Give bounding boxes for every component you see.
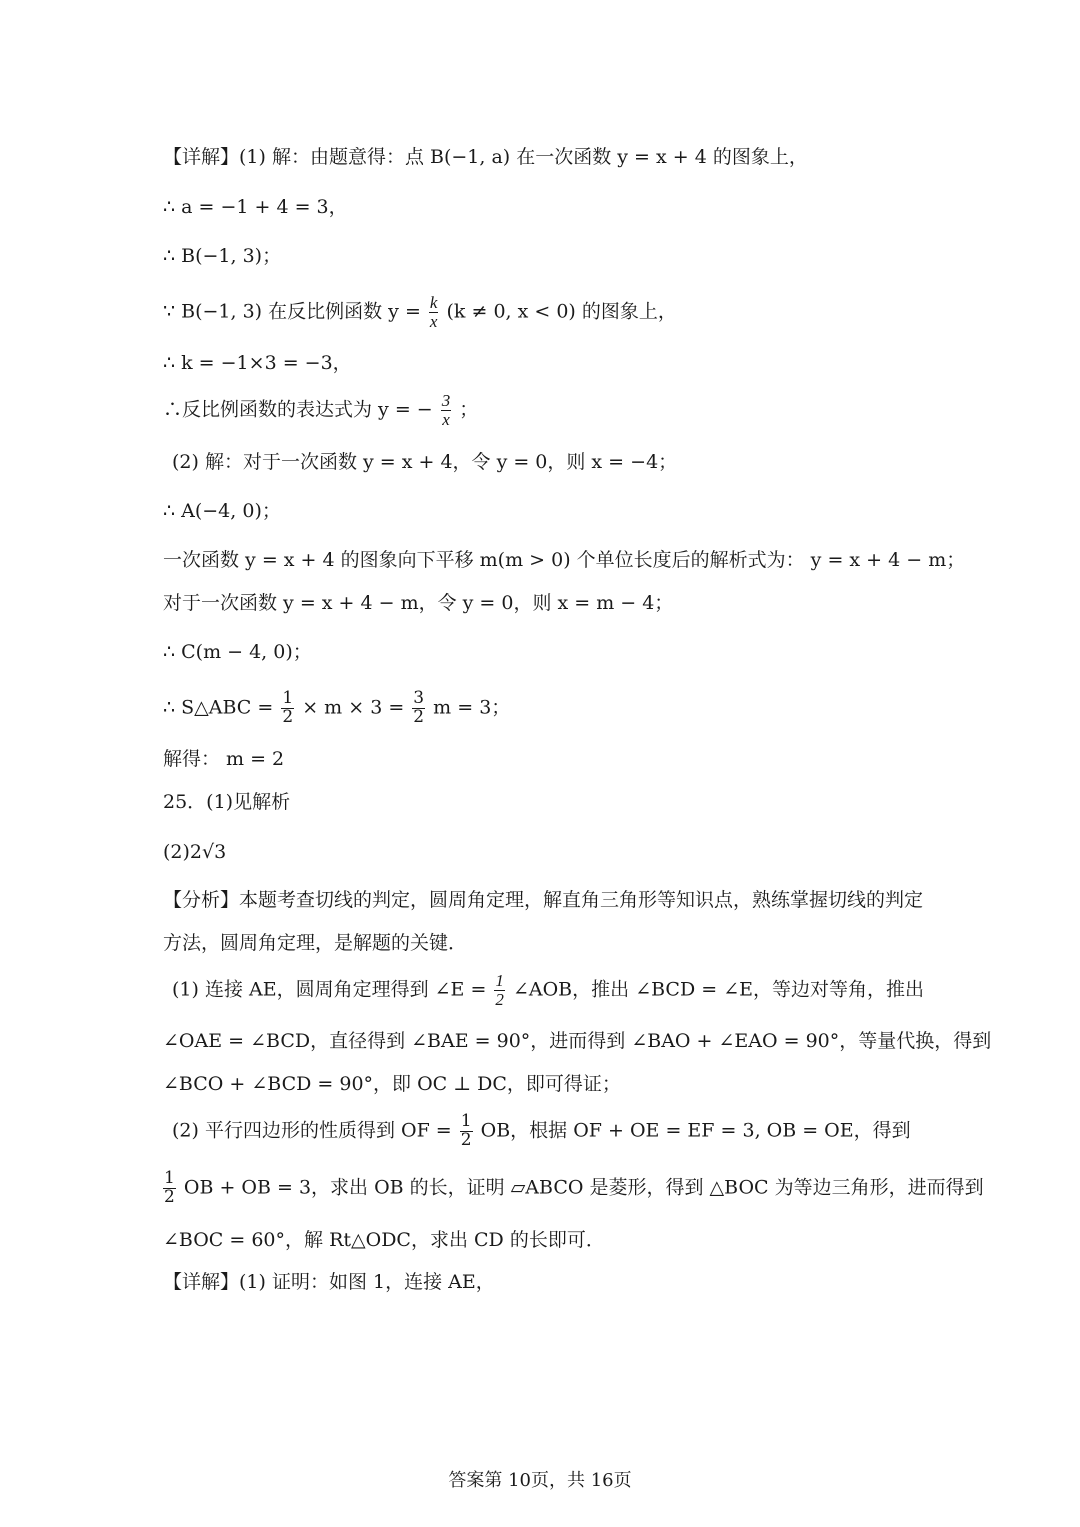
fraction-half-2: $\frac{1}{2}$ (495, 971, 504, 1009)
fraction-k-over-x: $\frac{k}{x}$ (429, 293, 438, 331)
fraction-3-over-x: $\frac{3}{x}$ (441, 391, 451, 429)
line-7: (2) 解：对于一次函数 y = x + 4，令 y = 0，则 x = −4； (172, 451, 678, 473)
line-24: 【详解】(1) 证明：如图 1，连接 AE， (163, 1271, 495, 1293)
fraction-half-1: $\frac{1}{2}$ (282, 688, 294, 727)
line-1: 【详解】(1) 解：由题意得：点 B(−1, a) 在一次函数 y = x + 4 的图象上， (163, 146, 808, 168)
line-16: 【分析】本题考查切线的判定，圆周角定理，解直角三角形等知识点，熟练掌握切线的判定 (163, 889, 924, 911)
fraction-half-4: $\frac{1}{2}$ (164, 1168, 175, 1207)
line-3: ∴ B(−1, 3)； (163, 245, 282, 267)
line-15: (2)2√3 (163, 841, 227, 863)
line-14: 25．(1)见解析 (163, 791, 291, 813)
line-13: 解得： m = 2 (163, 748, 285, 770)
line-21: (2) 平行四边形的性质得到 OF = $\frac{1}{2}$ OB，根据 OF + OE = EF = 3, OB = OE，得到 (172, 1111, 911, 1150)
line-22: $\frac{1}{2}$ OB + OB = 3，求出 OB 的长，证明 ▱ABCO 是菱形，得到 △BOC 为等边三角形，进而得到 (164, 1168, 984, 1207)
page-footer: 答案第 10页，共 16页 (448, 1470, 632, 1491)
fraction-half-3: $\frac{1}{2}$ (460, 1111, 472, 1150)
line-11: ∴ C(m − 4, 0)； (163, 641, 312, 663)
line-9: 一次函数 y = x + 4 的图象向下平移 m(m > 0) 个单位长度后的解析式为： y = x + 4 − m； (163, 549, 966, 571)
line-17: 方法，圆周角定理，是解题的关键． (163, 932, 468, 954)
fraction-three-halves: $\frac{3}{2}$ (413, 688, 425, 727)
line-2: ∴ a = −1 + 4 = 3， (163, 196, 348, 218)
line-23: ∠BOC = 60°，解 Rt△ODC，求出 CD 的长即可． (163, 1229, 605, 1251)
line-6: ∴反比例函数的表达式为 y = − $\frac{3}{x}$ ； (163, 391, 479, 429)
line-19: ∠OAE = ∠BCD，直径得到 ∠BAE = 90°，进而得到 ∠BAO + ∠EAO = 90°，等量代换，得到 (163, 1030, 992, 1052)
line-5: ∴ k = −1×3 = −3， (163, 352, 352, 374)
line-18: (1) 连接 AE，圆周角定理得到 ∠E = $\frac{1}{2}$ ∠AOB，推出 ∠BCD = ∠E，等边对等角，推出 (172, 971, 924, 1009)
line-8: ∴ A(−4, 0)； (163, 500, 281, 522)
line-20: ∠BCO + ∠BCD = 90°，即 OC ⊥ DC，即可得证； (163, 1073, 621, 1095)
line-12: ∴ S△ABC = $\frac{1}{2}$ × m × 3 = $\frac{3}{2}$ m = 3； (163, 688, 511, 727)
line-4: ∵ B(−1, 3) 在反比例函数 y = $\frac{k}{x}$ (k ≠ 0, x < 0) 的图象上， (163, 293, 677, 331)
line-10: 对于一次函数 y = x + 4 − m，令 y = 0，则 x = m − 4； (163, 592, 674, 614)
